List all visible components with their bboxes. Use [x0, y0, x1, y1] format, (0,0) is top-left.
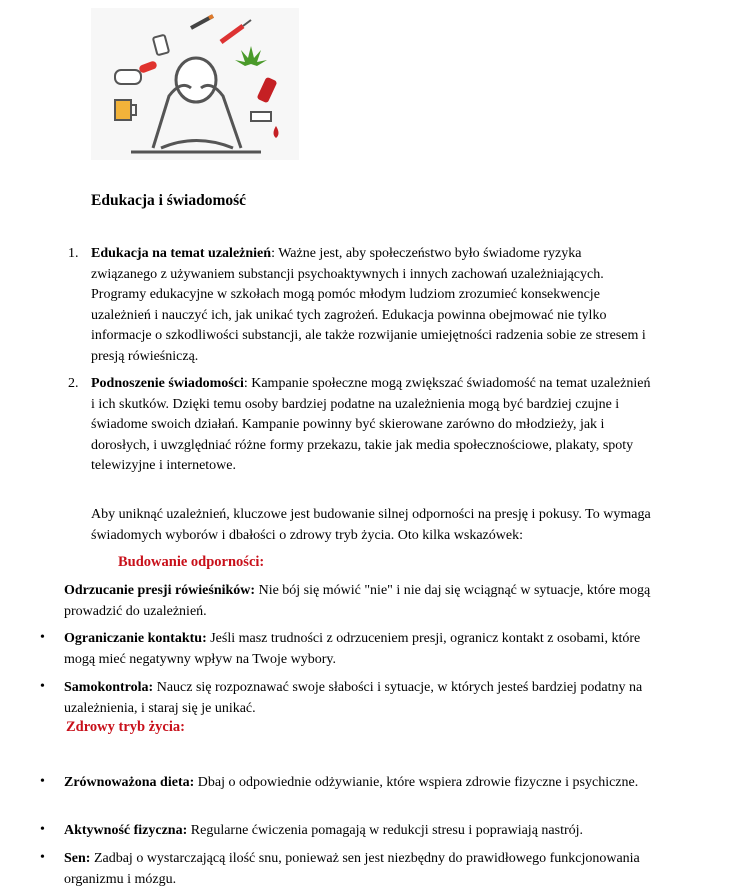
resilience-item-title: Odrzucanie presji rówieśników: — [64, 583, 256, 598]
lifestyle-item-title: Sen: — [64, 851, 91, 866]
resilience-item-title: Samokontrola: — [64, 680, 154, 695]
intro-paragraph: Aby uniknąć uzależnień, kluczowe jest budowanie silnej odporności na presję i pokusy. To wymaga świadomych wyborów i dbałości o zdrowy tryb życia. Oto kilka wskazówek: — [91, 507, 651, 543]
cannabis-leaf-icon — [235, 46, 267, 66]
lifestyle-item-sleep — [64, 849, 654, 890]
numbered-item-awareness — [91, 374, 651, 477]
section-title: Edukacja i świadomość — [91, 192, 247, 209]
beer-mug-icon — [115, 100, 131, 120]
shoulders-shape — [161, 141, 233, 149]
numbered-item-title: Edukacja na temat uzależnień — [91, 246, 272, 261]
bullet-icon: • — [40, 774, 45, 789]
resilience-item-peer-pressure — [64, 581, 654, 622]
list-number-1: 1. — [68, 246, 79, 261]
phone-icon — [153, 35, 169, 55]
resilience-item-text: Naucz się rozpoznawać swoje słabości i sytuacje, w których jesteś bardziej podatny na uzależnienia, i staraj się je unikać. — [64, 680, 643, 716]
addiction-illustration — [91, 8, 299, 160]
resilience-item-text: Nie bój się mówić "nie" i nie daj się wciągnąć w sytuacje, które mogą prowadzić do uzależnień. — [64, 583, 651, 619]
razor-blade-icon — [251, 112, 271, 121]
resilience-item-limit-contact — [64, 629, 654, 670]
numbered-item-text: : Ważne jest, aby społeczeństwo było świadome ryzyka związanego z używaniem substancji psychoaktywnych i innych zachowań uzależniających. Programy edukacyjne w szkołach mogą pomóc młodym ludziom zrozumieć konsekwencje uzależnień i nauczyć ich, jak unikać tych zagrożeń. Edukacja powinna obejmować nie tylko informacje o szkodliwości substancji, ale także rozwijanie umiejętności radzenia sobie ze stresem i presją rówieśniczą. — [91, 246, 646, 364]
lifestyle-item-text: Regularne ćwiczenia pomagają w redukcji stresu i poprawiają nastrój. — [187, 823, 584, 838]
cigarette-tip-icon — [209, 16, 213, 18]
pill-icon — [138, 60, 158, 74]
lifestyle-item-text: Zadbaj o wystarczającą ilość snu, ponieważ sen jest niezbędny do prawidłowego funkcjonowania organizmu i mózgu. — [64, 851, 640, 887]
lifestyle-heading: Zdrowy tryb życia: — [66, 719, 185, 735]
resilience-item-text: Jeśli masz trudności z odrzuceniem presji, ogranicz kontakt z osobami, które mogą mieć negatywny wpływ na Twoje wybory. — [64, 631, 641, 667]
numbered-item-title: Podnoszenie świadomości — [91, 376, 244, 391]
list-number-2: 2. — [68, 376, 79, 391]
lifestyle-item-title: Zrównoważona dieta: — [64, 775, 195, 790]
syringe-icon — [221, 26, 243, 42]
lifestyle-item-activity — [64, 821, 664, 842]
resilience-item-title: Ograniczanie kontaktu: — [64, 631, 207, 646]
addiction-illustration-svg — [91, 8, 299, 160]
numbered-item-education — [91, 244, 651, 367]
lifestyle-item-text: Dbaj o odpowiednie odżywianie, które wspiera zdrowie fizyczne i psychiczne. — [194, 775, 639, 790]
lifestyle-item-title: Aktywność fizyczna: — [64, 823, 188, 838]
numbered-item-text: : Kampanie społeczne mogą zwiększać świadomość na temat uzależnień i ich skutków. Dzięki temu osoby bardziej podatne na uzależnienia mogą być bardziej czujne i świadome swoich działań. Kampanie powinny być skierowane zarówno do młodzieży, jak i dorosłych, i uwzględniać różne formy przekazu, takie jak media społecznościowe, plakaty, spoty telewizyjne i internetowe. — [91, 376, 651, 473]
syringe-needle-icon — [243, 20, 251, 26]
bottle-icon — [256, 77, 277, 104]
resilience-item-self-control — [64, 678, 654, 719]
bullet-icon: • — [40, 822, 45, 837]
resilience-heading: Budowanie odporności: — [118, 554, 265, 570]
lifestyle-item-diet — [64, 773, 654, 794]
bullet-icon: • — [40, 850, 45, 865]
gamepad-icon — [115, 70, 141, 84]
blood-drop-icon — [274, 126, 279, 138]
head-shape — [176, 58, 216, 102]
bullet-icon: • — [40, 679, 45, 694]
bullet-icon: • — [40, 630, 45, 645]
